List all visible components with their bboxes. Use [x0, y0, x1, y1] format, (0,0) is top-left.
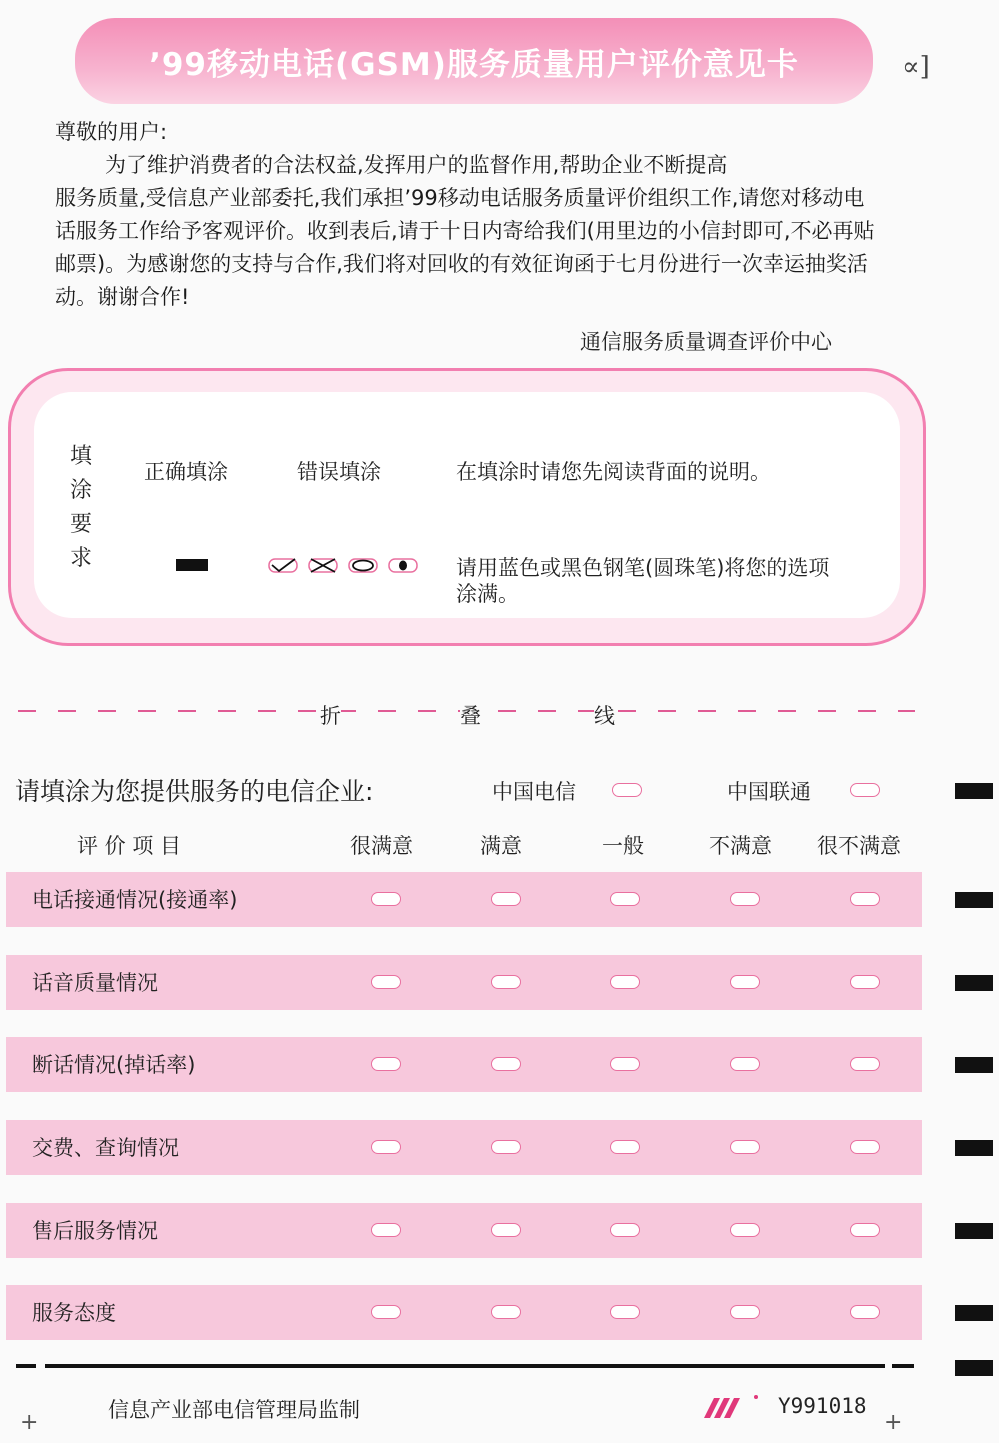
carrier-china-telecom-bubble[interactable]: [612, 783, 642, 797]
intro-first-line: 为了维护消费者的合法权益,发挥用户的监督作用,帮助企业不断提高: [105, 153, 728, 177]
rating-bubble-2[interactable]: [491, 1140, 521, 1154]
intro-body: 服务质量,受信息产业部委托,我们承担’99移动电话服务质量评价组织工作,请您对移动电话服务工作给予客观评价。收到表后,请于十日内寄给我们(用里边的小信封即可,不必再贴邮票)。为感谢您的支持与合作,我们将对回收的有效征询函于七月份进行一次幸运抽奖活动。谢谢合作!: [55, 186, 875, 309]
rating-bubble-4[interactable]: [730, 1305, 760, 1319]
rating-bubble-3[interactable]: [610, 1140, 640, 1154]
timing-mark: [955, 1360, 993, 1376]
pen-instruction: 请用蓝色或黑色钢笔(圆珠笔)将您的选项涂满。: [456, 556, 830, 606]
header-very-satisfied: 很满意: [350, 834, 413, 858]
header-dissatisfied: 不满意: [709, 834, 772, 858]
header-evaluation-item: 评 价 项 目: [77, 834, 182, 858]
rating-bubble-5[interactable]: [850, 1305, 880, 1319]
rating-item-label: 电话接通情况(接通率): [32, 888, 238, 912]
rating-bubble-1[interactable]: [371, 975, 401, 989]
rating-bubble-2[interactable]: [491, 1305, 521, 1319]
cross-mark-example-icon: [309, 559, 337, 572]
rating-row: [6, 1285, 922, 1340]
rating-bubble-3[interactable]: [610, 975, 640, 989]
rating-bubble-5[interactable]: [850, 1057, 880, 1071]
header-very-dissatisfied: 很不满意: [817, 834, 901, 858]
correct-fill-example-icon: [176, 559, 208, 571]
rating-bubble-4[interactable]: [730, 1140, 760, 1154]
publisher-logo-icon: [700, 1392, 760, 1422]
timing-mark: [955, 892, 993, 908]
rating-item-label: 话音质量情况: [32, 971, 158, 995]
rating-bubble-1[interactable]: [371, 1305, 401, 1319]
rating-bubble-4[interactable]: [730, 1223, 760, 1237]
rating-bubble-4[interactable]: [730, 1057, 760, 1071]
fold-char-2: 叠: [460, 704, 481, 728]
rating-bubble-4[interactable]: [730, 975, 760, 989]
timing-mark: [955, 1140, 993, 1156]
greeting: 尊敬的用户:: [55, 120, 168, 144]
company-prompt: 请填涂为您提供服务的电信企业:: [15, 777, 374, 806]
rating-bubble-3[interactable]: [610, 1305, 640, 1319]
carrier-china-unicom-bubble[interactable]: [850, 783, 880, 797]
carrier-china-unicom-label: 中国联通: [727, 780, 811, 804]
correct-fill-label: 正确填涂: [144, 460, 228, 484]
timing-mark: [955, 1223, 993, 1239]
card-title: ’99移动电话(GSM)服务质量用户评价意见卡: [149, 46, 799, 83]
organization-signature: 通信服务质量调查评价中心: [580, 330, 832, 354]
rating-bubble-5[interactable]: [850, 892, 880, 906]
bottom-rule: [45, 1364, 885, 1368]
header-satisfied: 满意: [480, 834, 522, 858]
timing-mark: [955, 783, 993, 799]
rating-bubble-3[interactable]: [610, 1223, 640, 1237]
rating-bubble-1[interactable]: [371, 1223, 401, 1237]
rating-item-label: 断话情况(掉话率): [32, 1053, 196, 1077]
bottom-rule-right: [892, 1364, 914, 1368]
rating-bubble-1[interactable]: [371, 892, 401, 906]
wrong-fill-examples-icon: [268, 556, 420, 576]
read-back-note: 在填涂时请您先阅读背面的说明。: [456, 460, 771, 484]
rating-bubble-4[interactable]: [730, 892, 760, 906]
fill-requirements-label: 填涂要求: [70, 444, 93, 571]
header-neutral: 一般: [602, 834, 644, 858]
supervisor-text: 信息产业部电信管理局监制: [108, 1398, 360, 1422]
dot-mark-example-icon: [389, 559, 417, 572]
fold-char-3: 线: [594, 704, 615, 728]
title-banner: [75, 18, 873, 104]
fold-char-1: 折: [320, 704, 341, 728]
rating-bubble-3[interactable]: [610, 892, 640, 906]
rating-bubble-5[interactable]: [850, 975, 880, 989]
rating-bubble-2[interactable]: [491, 892, 521, 906]
rating-bubble-3[interactable]: [610, 1057, 640, 1071]
corner-mark: ∝]: [902, 52, 930, 82]
circle-mark-example-icon: [349, 559, 377, 572]
rating-bubble-2[interactable]: [491, 975, 521, 989]
rating-item-label: 服务态度: [32, 1301, 116, 1325]
rating-bubble-2[interactable]: [491, 1057, 521, 1071]
timing-mark: [955, 975, 993, 991]
timing-mark: [955, 1305, 993, 1321]
registration-crosshair-right: +: [884, 1410, 903, 1435]
rating-bubble-5[interactable]: [850, 1223, 880, 1237]
rating-bubble-2[interactable]: [491, 1223, 521, 1237]
rating-item-label: 交费、查询情况: [32, 1136, 179, 1160]
registration-crosshair-left: +: [20, 1410, 39, 1435]
rating-bubble-1[interactable]: [371, 1140, 401, 1154]
wrong-fill-label: 错误填涂: [297, 460, 381, 484]
rating-bubble-5[interactable]: [850, 1140, 880, 1154]
fold-line: [0, 698, 999, 728]
rating-item-label: 售后服务情况: [32, 1219, 158, 1243]
bottom-rule-left: [16, 1364, 36, 1368]
rating-bubble-1[interactable]: [371, 1057, 401, 1071]
timing-mark: [955, 1057, 993, 1073]
check-mark-example-icon: [269, 559, 297, 572]
form-code: Y991018: [778, 1394, 867, 1418]
carrier-china-telecom-label: 中国电信: [492, 780, 576, 804]
